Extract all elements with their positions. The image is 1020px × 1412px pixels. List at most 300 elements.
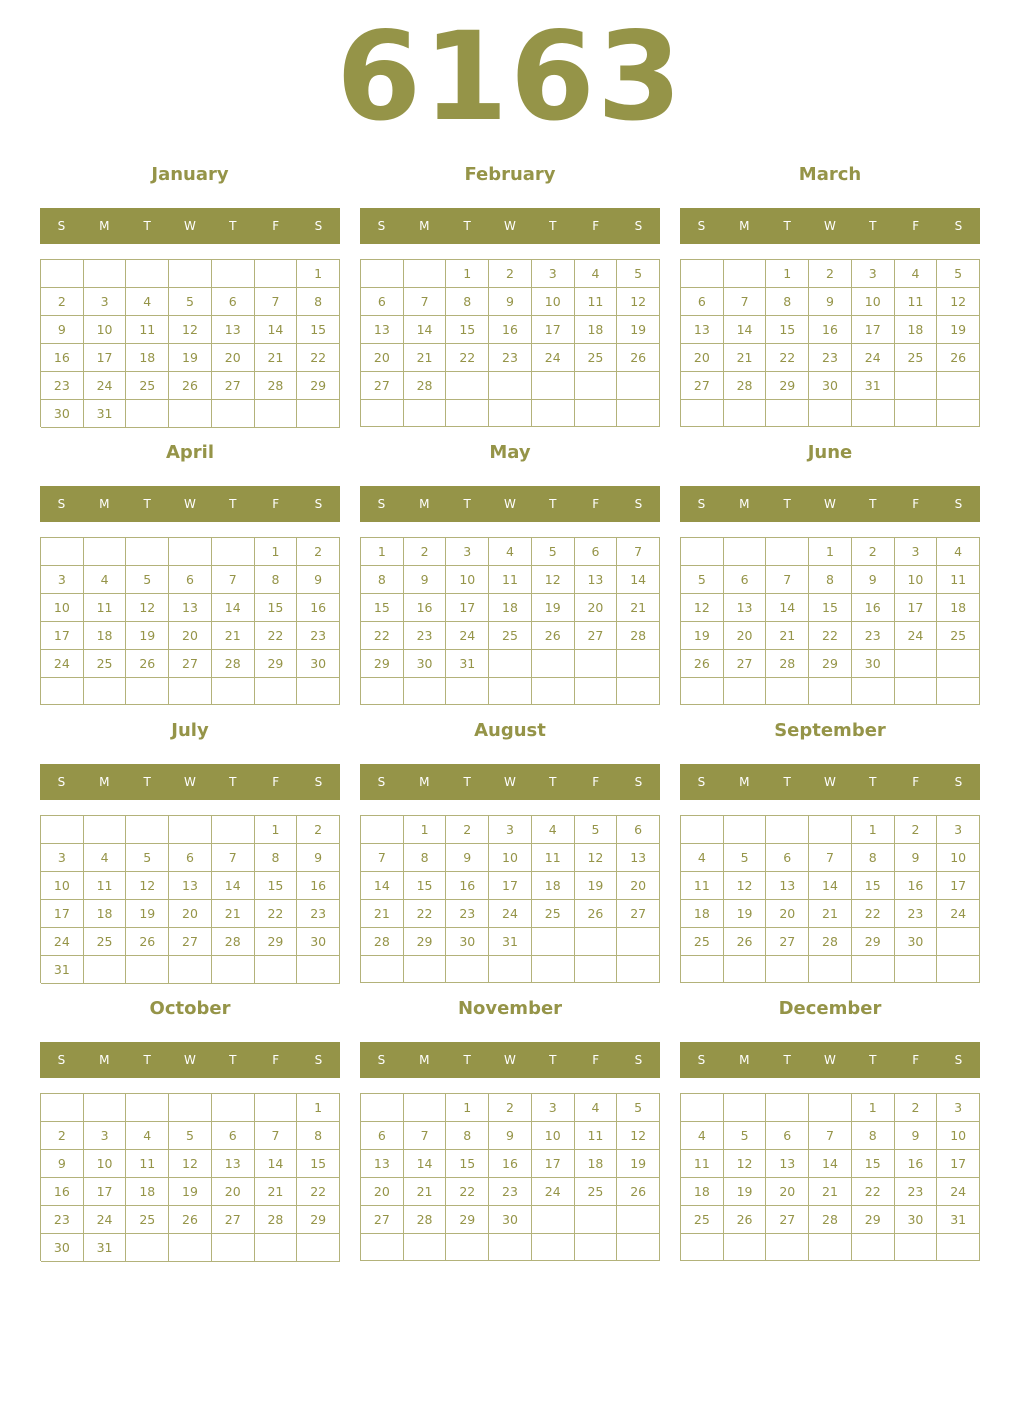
day-cell[interactable]: 20 <box>212 344 255 372</box>
day-cell[interactable]: 16 <box>895 872 938 900</box>
day-cell[interactable]: 19 <box>617 316 660 344</box>
day-cell[interactable]: 9 <box>895 844 938 872</box>
day-cell[interactable]: 4 <box>126 288 169 316</box>
day-cell[interactable]: 17 <box>532 1150 575 1178</box>
day-cell[interactable]: 7 <box>809 1122 852 1150</box>
day-cell[interactable]: 29 <box>446 1206 489 1234</box>
day-cell[interactable]: 26 <box>126 650 169 678</box>
day-cell[interactable]: 28 <box>404 372 447 400</box>
day-cell[interactable]: 21 <box>212 622 255 650</box>
day-cell[interactable]: 24 <box>489 900 532 928</box>
day-cell[interactable]: 21 <box>404 1178 447 1206</box>
day-cell[interactable]: 24 <box>937 900 980 928</box>
day-cell[interactable]: 11 <box>532 844 575 872</box>
day-cell[interactable]: 5 <box>724 1122 767 1150</box>
day-cell[interactable]: 24 <box>41 650 84 678</box>
day-cell[interactable]: 19 <box>126 622 169 650</box>
day-cell[interactable]: 7 <box>212 566 255 594</box>
day-cell[interactable]: 27 <box>169 650 212 678</box>
day-cell[interactable]: 25 <box>895 344 938 372</box>
day-cell[interactable]: 8 <box>255 844 298 872</box>
day-cell[interactable]: 12 <box>169 316 212 344</box>
day-cell[interactable]: 20 <box>766 1178 809 1206</box>
day-cell[interactable]: 1 <box>297 260 340 288</box>
day-cell[interactable]: 9 <box>41 1150 84 1178</box>
day-cell[interactable]: 13 <box>212 1150 255 1178</box>
day-cell[interactable]: 28 <box>255 1206 298 1234</box>
day-cell[interactable]: 3 <box>41 844 84 872</box>
day-cell[interactable]: 30 <box>895 1206 938 1234</box>
day-cell[interactable]: 18 <box>126 1178 169 1206</box>
day-cell[interactable]: 11 <box>126 1150 169 1178</box>
day-cell[interactable]: 13 <box>766 872 809 900</box>
day-cell[interactable]: 1 <box>255 538 298 566</box>
day-cell[interactable]: 24 <box>84 1206 127 1234</box>
day-cell[interactable]: 5 <box>532 538 575 566</box>
day-cell[interactable]: 22 <box>404 900 447 928</box>
day-cell[interactable]: 20 <box>169 900 212 928</box>
day-cell[interactable]: 17 <box>41 622 84 650</box>
day-cell[interactable]: 15 <box>297 316 340 344</box>
day-cell[interactable]: 2 <box>852 538 895 566</box>
day-cell[interactable]: 5 <box>617 1094 660 1122</box>
day-cell[interactable]: 5 <box>937 260 980 288</box>
day-cell[interactable]: 6 <box>361 1122 404 1150</box>
day-cell[interactable]: 2 <box>41 288 84 316</box>
day-cell[interactable]: 25 <box>126 1206 169 1234</box>
day-cell[interactable]: 27 <box>766 1206 809 1234</box>
day-cell[interactable]: 14 <box>255 316 298 344</box>
day-cell[interactable]: 14 <box>809 1150 852 1178</box>
day-cell[interactable]: 28 <box>255 372 298 400</box>
day-cell[interactable]: 24 <box>532 1178 575 1206</box>
day-cell[interactable]: 15 <box>255 872 298 900</box>
day-cell[interactable]: 7 <box>617 538 660 566</box>
day-cell[interactable]: 27 <box>575 622 618 650</box>
day-cell[interactable]: 1 <box>809 538 852 566</box>
day-cell[interactable]: 11 <box>489 566 532 594</box>
day-cell[interactable]: 11 <box>681 872 724 900</box>
day-cell[interactable]: 7 <box>809 844 852 872</box>
day-cell[interactable]: 6 <box>724 566 767 594</box>
day-cell[interactable]: 31 <box>937 1206 980 1234</box>
day-cell[interactable]: 6 <box>617 816 660 844</box>
day-cell[interactable]: 5 <box>617 260 660 288</box>
day-cell[interactable]: 11 <box>681 1150 724 1178</box>
day-cell[interactable]: 4 <box>681 844 724 872</box>
day-cell[interactable]: 16 <box>41 1178 84 1206</box>
day-cell[interactable]: 6 <box>212 288 255 316</box>
day-cell[interactable]: 15 <box>404 872 447 900</box>
day-cell[interactable]: 8 <box>297 1122 340 1150</box>
day-cell[interactable]: 8 <box>255 566 298 594</box>
day-cell[interactable]: 31 <box>852 372 895 400</box>
day-cell[interactable]: 9 <box>895 1122 938 1150</box>
day-cell[interactable]: 1 <box>852 1094 895 1122</box>
day-cell[interactable]: 15 <box>361 594 404 622</box>
day-cell[interactable]: 12 <box>169 1150 212 1178</box>
day-cell[interactable]: 28 <box>212 650 255 678</box>
day-cell[interactable]: 2 <box>489 260 532 288</box>
day-cell[interactable]: 30 <box>489 1206 532 1234</box>
day-cell[interactable]: 20 <box>724 622 767 650</box>
day-cell[interactable]: 15 <box>255 594 298 622</box>
day-cell[interactable]: 1 <box>446 260 489 288</box>
day-cell[interactable]: 26 <box>681 650 724 678</box>
day-cell[interactable]: 16 <box>404 594 447 622</box>
day-cell[interactable]: 27 <box>361 1206 404 1234</box>
day-cell[interactable]: 28 <box>404 1206 447 1234</box>
day-cell[interactable]: 22 <box>361 622 404 650</box>
day-cell[interactable]: 3 <box>84 288 127 316</box>
day-cell[interactable]: 25 <box>575 1178 618 1206</box>
day-cell[interactable]: 12 <box>617 1122 660 1150</box>
day-cell[interactable]: 8 <box>852 844 895 872</box>
day-cell[interactable]: 22 <box>297 1178 340 1206</box>
day-cell[interactable]: 16 <box>852 594 895 622</box>
day-cell[interactable]: 8 <box>446 1122 489 1150</box>
day-cell[interactable]: 27 <box>212 372 255 400</box>
day-cell[interactable]: 20 <box>575 594 618 622</box>
day-cell[interactable]: 23 <box>852 622 895 650</box>
day-cell[interactable]: 23 <box>297 900 340 928</box>
day-cell[interactable]: 27 <box>212 1206 255 1234</box>
day-cell[interactable]: 10 <box>41 594 84 622</box>
day-cell[interactable]: 13 <box>361 316 404 344</box>
day-cell[interactable]: 3 <box>532 1094 575 1122</box>
day-cell[interactable]: 26 <box>617 1178 660 1206</box>
day-cell[interactable]: 4 <box>84 566 127 594</box>
day-cell[interactable]: 10 <box>84 1150 127 1178</box>
day-cell[interactable]: 26 <box>169 372 212 400</box>
day-cell[interactable]: 6 <box>575 538 618 566</box>
day-cell[interactable]: 9 <box>489 288 532 316</box>
day-cell[interactable]: 18 <box>681 1178 724 1206</box>
day-cell[interactable]: 28 <box>724 372 767 400</box>
day-cell[interactable]: 4 <box>575 260 618 288</box>
day-cell[interactable]: 23 <box>41 1206 84 1234</box>
day-cell[interactable]: 21 <box>724 344 767 372</box>
day-cell[interactable]: 10 <box>852 288 895 316</box>
day-cell[interactable]: 25 <box>575 344 618 372</box>
day-cell[interactable]: 19 <box>169 344 212 372</box>
day-cell[interactable]: 19 <box>169 1178 212 1206</box>
day-cell[interactable]: 26 <box>937 344 980 372</box>
day-cell[interactable]: 15 <box>852 872 895 900</box>
day-cell[interactable]: 24 <box>41 928 84 956</box>
day-cell[interactable]: 16 <box>446 872 489 900</box>
day-cell[interactable]: 23 <box>895 1178 938 1206</box>
day-cell[interactable]: 23 <box>489 344 532 372</box>
day-cell[interactable]: 21 <box>809 1178 852 1206</box>
day-cell[interactable]: 13 <box>766 1150 809 1178</box>
day-cell[interactable]: 23 <box>895 900 938 928</box>
day-cell[interactable]: 5 <box>126 844 169 872</box>
day-cell[interactable]: 25 <box>84 650 127 678</box>
day-cell[interactable]: 21 <box>255 344 298 372</box>
day-cell[interactable]: 20 <box>617 872 660 900</box>
day-cell[interactable]: 7 <box>212 844 255 872</box>
day-cell[interactable]: 2 <box>446 816 489 844</box>
day-cell[interactable]: 14 <box>809 872 852 900</box>
day-cell[interactable]: 3 <box>41 566 84 594</box>
day-cell[interactable]: 1 <box>766 260 809 288</box>
day-cell[interactable]: 14 <box>404 1150 447 1178</box>
day-cell[interactable]: 24 <box>446 622 489 650</box>
day-cell[interactable]: 24 <box>852 344 895 372</box>
day-cell[interactable]: 18 <box>126 344 169 372</box>
day-cell[interactable]: 18 <box>84 622 127 650</box>
day-cell[interactable]: 7 <box>766 566 809 594</box>
day-cell[interactable]: 4 <box>681 1122 724 1150</box>
day-cell[interactable]: 15 <box>297 1150 340 1178</box>
day-cell[interactable]: 4 <box>937 538 980 566</box>
day-cell[interactable]: 26 <box>126 928 169 956</box>
day-cell[interactable]: 15 <box>446 1150 489 1178</box>
day-cell[interactable]: 3 <box>852 260 895 288</box>
day-cell[interactable]: 17 <box>446 594 489 622</box>
day-cell[interactable]: 26 <box>724 1206 767 1234</box>
day-cell[interactable]: 11 <box>84 594 127 622</box>
day-cell[interactable]: 15 <box>446 316 489 344</box>
day-cell[interactable]: 21 <box>617 594 660 622</box>
day-cell[interactable]: 26 <box>617 344 660 372</box>
day-cell[interactable]: 22 <box>809 622 852 650</box>
day-cell[interactable]: 18 <box>532 872 575 900</box>
day-cell[interactable]: 2 <box>809 260 852 288</box>
day-cell[interactable]: 30 <box>895 928 938 956</box>
day-cell[interactable]: 8 <box>297 288 340 316</box>
day-cell[interactable]: 23 <box>41 372 84 400</box>
day-cell[interactable]: 17 <box>937 1150 980 1178</box>
day-cell[interactable]: 31 <box>84 1234 127 1262</box>
day-cell[interactable]: 15 <box>852 1150 895 1178</box>
day-cell[interactable]: 29 <box>361 650 404 678</box>
day-cell[interactable]: 27 <box>681 372 724 400</box>
day-cell[interactable]: 1 <box>446 1094 489 1122</box>
day-cell[interactable]: 2 <box>489 1094 532 1122</box>
day-cell[interactable]: 23 <box>446 900 489 928</box>
day-cell[interactable]: 27 <box>617 900 660 928</box>
day-cell[interactable]: 9 <box>446 844 489 872</box>
day-cell[interactable]: 12 <box>724 872 767 900</box>
day-cell[interactable]: 25 <box>126 372 169 400</box>
day-cell[interactable]: 29 <box>404 928 447 956</box>
day-cell[interactable]: 25 <box>937 622 980 650</box>
day-cell[interactable]: 30 <box>297 650 340 678</box>
day-cell[interactable]: 12 <box>724 1150 767 1178</box>
day-cell[interactable]: 20 <box>766 900 809 928</box>
day-cell[interactable]: 3 <box>937 1094 980 1122</box>
day-cell[interactable]: 28 <box>361 928 404 956</box>
day-cell[interactable]: 1 <box>255 816 298 844</box>
day-cell[interactable]: 9 <box>404 566 447 594</box>
day-cell[interactable]: 17 <box>937 872 980 900</box>
day-cell[interactable]: 4 <box>489 538 532 566</box>
day-cell[interactable]: 7 <box>404 288 447 316</box>
day-cell[interactable]: 1 <box>404 816 447 844</box>
day-cell[interactable]: 31 <box>84 400 127 428</box>
day-cell[interactable]: 1 <box>852 816 895 844</box>
day-cell[interactable]: 3 <box>895 538 938 566</box>
day-cell[interactable]: 25 <box>84 928 127 956</box>
day-cell[interactable]: 21 <box>361 900 404 928</box>
day-cell[interactable]: 29 <box>297 372 340 400</box>
day-cell[interactable]: 1 <box>297 1094 340 1122</box>
day-cell[interactable]: 11 <box>575 288 618 316</box>
day-cell[interactable]: 22 <box>297 344 340 372</box>
day-cell[interactable]: 10 <box>532 288 575 316</box>
day-cell[interactable]: 10 <box>895 566 938 594</box>
day-cell[interactable]: 22 <box>255 900 298 928</box>
day-cell[interactable]: 7 <box>724 288 767 316</box>
day-cell[interactable]: 27 <box>169 928 212 956</box>
day-cell[interactable]: 20 <box>361 1178 404 1206</box>
day-cell[interactable]: 14 <box>724 316 767 344</box>
day-cell[interactable]: 6 <box>766 1122 809 1150</box>
day-cell[interactable]: 14 <box>361 872 404 900</box>
day-cell[interactable]: 25 <box>681 928 724 956</box>
day-cell[interactable]: 19 <box>617 1150 660 1178</box>
day-cell[interactable]: 4 <box>895 260 938 288</box>
day-cell[interactable]: 21 <box>404 344 447 372</box>
day-cell[interactable]: 29 <box>809 650 852 678</box>
day-cell[interactable]: 19 <box>724 1178 767 1206</box>
day-cell[interactable]: 17 <box>489 872 532 900</box>
day-cell[interactable]: 3 <box>84 1122 127 1150</box>
day-cell[interactable]: 10 <box>532 1122 575 1150</box>
day-cell[interactable]: 9 <box>297 566 340 594</box>
day-cell[interactable]: 10 <box>937 844 980 872</box>
day-cell[interactable]: 18 <box>575 316 618 344</box>
day-cell[interactable]: 23 <box>809 344 852 372</box>
day-cell[interactable]: 18 <box>575 1150 618 1178</box>
day-cell[interactable]: 11 <box>575 1122 618 1150</box>
day-cell[interactable]: 18 <box>84 900 127 928</box>
day-cell[interactable]: 9 <box>489 1122 532 1150</box>
day-cell[interactable]: 16 <box>895 1150 938 1178</box>
day-cell[interactable]: 11 <box>895 288 938 316</box>
day-cell[interactable]: 24 <box>937 1178 980 1206</box>
day-cell[interactable]: 16 <box>809 316 852 344</box>
day-cell[interactable]: 20 <box>169 622 212 650</box>
day-cell[interactable]: 18 <box>937 594 980 622</box>
day-cell[interactable]: 20 <box>361 344 404 372</box>
day-cell[interactable]: 30 <box>446 928 489 956</box>
day-cell[interactable]: 9 <box>809 288 852 316</box>
day-cell[interactable]: 23 <box>297 622 340 650</box>
day-cell[interactable]: 15 <box>809 594 852 622</box>
day-cell[interactable]: 11 <box>84 872 127 900</box>
day-cell[interactable]: 15 <box>766 316 809 344</box>
day-cell[interactable]: 26 <box>575 900 618 928</box>
day-cell[interactable]: 8 <box>852 1122 895 1150</box>
day-cell[interactable]: 23 <box>404 622 447 650</box>
day-cell[interactable]: 31 <box>41 956 84 984</box>
day-cell[interactable]: 7 <box>361 844 404 872</box>
day-cell[interactable]: 9 <box>852 566 895 594</box>
day-cell[interactable]: 24 <box>84 372 127 400</box>
day-cell[interactable]: 21 <box>766 622 809 650</box>
day-cell[interactable]: 30 <box>404 650 447 678</box>
day-cell[interactable]: 1 <box>361 538 404 566</box>
day-cell[interactable]: 10 <box>446 566 489 594</box>
day-cell[interactable]: 21 <box>212 900 255 928</box>
day-cell[interactable]: 24 <box>895 622 938 650</box>
day-cell[interactable]: 16 <box>297 872 340 900</box>
day-cell[interactable]: 19 <box>575 872 618 900</box>
day-cell[interactable]: 6 <box>681 288 724 316</box>
day-cell[interactable]: 3 <box>489 816 532 844</box>
day-cell[interactable]: 20 <box>212 1178 255 1206</box>
day-cell[interactable]: 22 <box>852 900 895 928</box>
day-cell[interactable]: 9 <box>297 844 340 872</box>
day-cell[interactable]: 26 <box>532 622 575 650</box>
day-cell[interactable]: 7 <box>255 288 298 316</box>
day-cell[interactable]: 30 <box>41 400 84 428</box>
day-cell[interactable]: 5 <box>126 566 169 594</box>
day-cell[interactable]: 12 <box>126 594 169 622</box>
day-cell[interactable]: 19 <box>532 594 575 622</box>
day-cell[interactable]: 5 <box>724 844 767 872</box>
day-cell[interactable]: 28 <box>809 1206 852 1234</box>
day-cell[interactable]: 18 <box>681 900 724 928</box>
day-cell[interactable]: 22 <box>766 344 809 372</box>
day-cell[interactable]: 6 <box>169 566 212 594</box>
day-cell[interactable]: 20 <box>681 344 724 372</box>
day-cell[interactable]: 12 <box>532 566 575 594</box>
day-cell[interactable]: 12 <box>575 844 618 872</box>
day-cell[interactable]: 10 <box>41 872 84 900</box>
day-cell[interactable]: 10 <box>489 844 532 872</box>
day-cell[interactable]: 13 <box>169 872 212 900</box>
day-cell[interactable]: 3 <box>446 538 489 566</box>
day-cell[interactable]: 2 <box>297 538 340 566</box>
day-cell[interactable]: 4 <box>532 816 575 844</box>
day-cell[interactable]: 21 <box>809 900 852 928</box>
day-cell[interactable]: 17 <box>84 1178 127 1206</box>
day-cell[interactable]: 29 <box>852 1206 895 1234</box>
day-cell[interactable]: 14 <box>212 872 255 900</box>
day-cell[interactable]: 18 <box>489 594 532 622</box>
day-cell[interactable]: 12 <box>681 594 724 622</box>
day-cell[interactable]: 31 <box>489 928 532 956</box>
day-cell[interactable]: 9 <box>41 316 84 344</box>
day-cell[interactable]: 13 <box>617 844 660 872</box>
day-cell[interactable]: 14 <box>212 594 255 622</box>
day-cell[interactable]: 13 <box>724 594 767 622</box>
day-cell[interactable]: 14 <box>766 594 809 622</box>
day-cell[interactable]: 29 <box>255 650 298 678</box>
day-cell[interactable]: 7 <box>404 1122 447 1150</box>
day-cell[interactable]: 5 <box>575 816 618 844</box>
day-cell[interactable]: 22 <box>446 1178 489 1206</box>
day-cell[interactable]: 2 <box>404 538 447 566</box>
day-cell[interactable]: 22 <box>852 1178 895 1206</box>
day-cell[interactable]: 16 <box>489 316 532 344</box>
day-cell[interactable]: 2 <box>895 816 938 844</box>
day-cell[interactable]: 17 <box>532 316 575 344</box>
day-cell[interactable]: 17 <box>852 316 895 344</box>
day-cell[interactable]: 17 <box>41 900 84 928</box>
day-cell[interactable]: 27 <box>766 928 809 956</box>
day-cell[interactable]: 25 <box>489 622 532 650</box>
day-cell[interactable]: 19 <box>937 316 980 344</box>
day-cell[interactable]: 8 <box>446 288 489 316</box>
day-cell[interactable]: 19 <box>681 622 724 650</box>
day-cell[interactable]: 5 <box>169 1122 212 1150</box>
day-cell[interactable]: 13 <box>681 316 724 344</box>
